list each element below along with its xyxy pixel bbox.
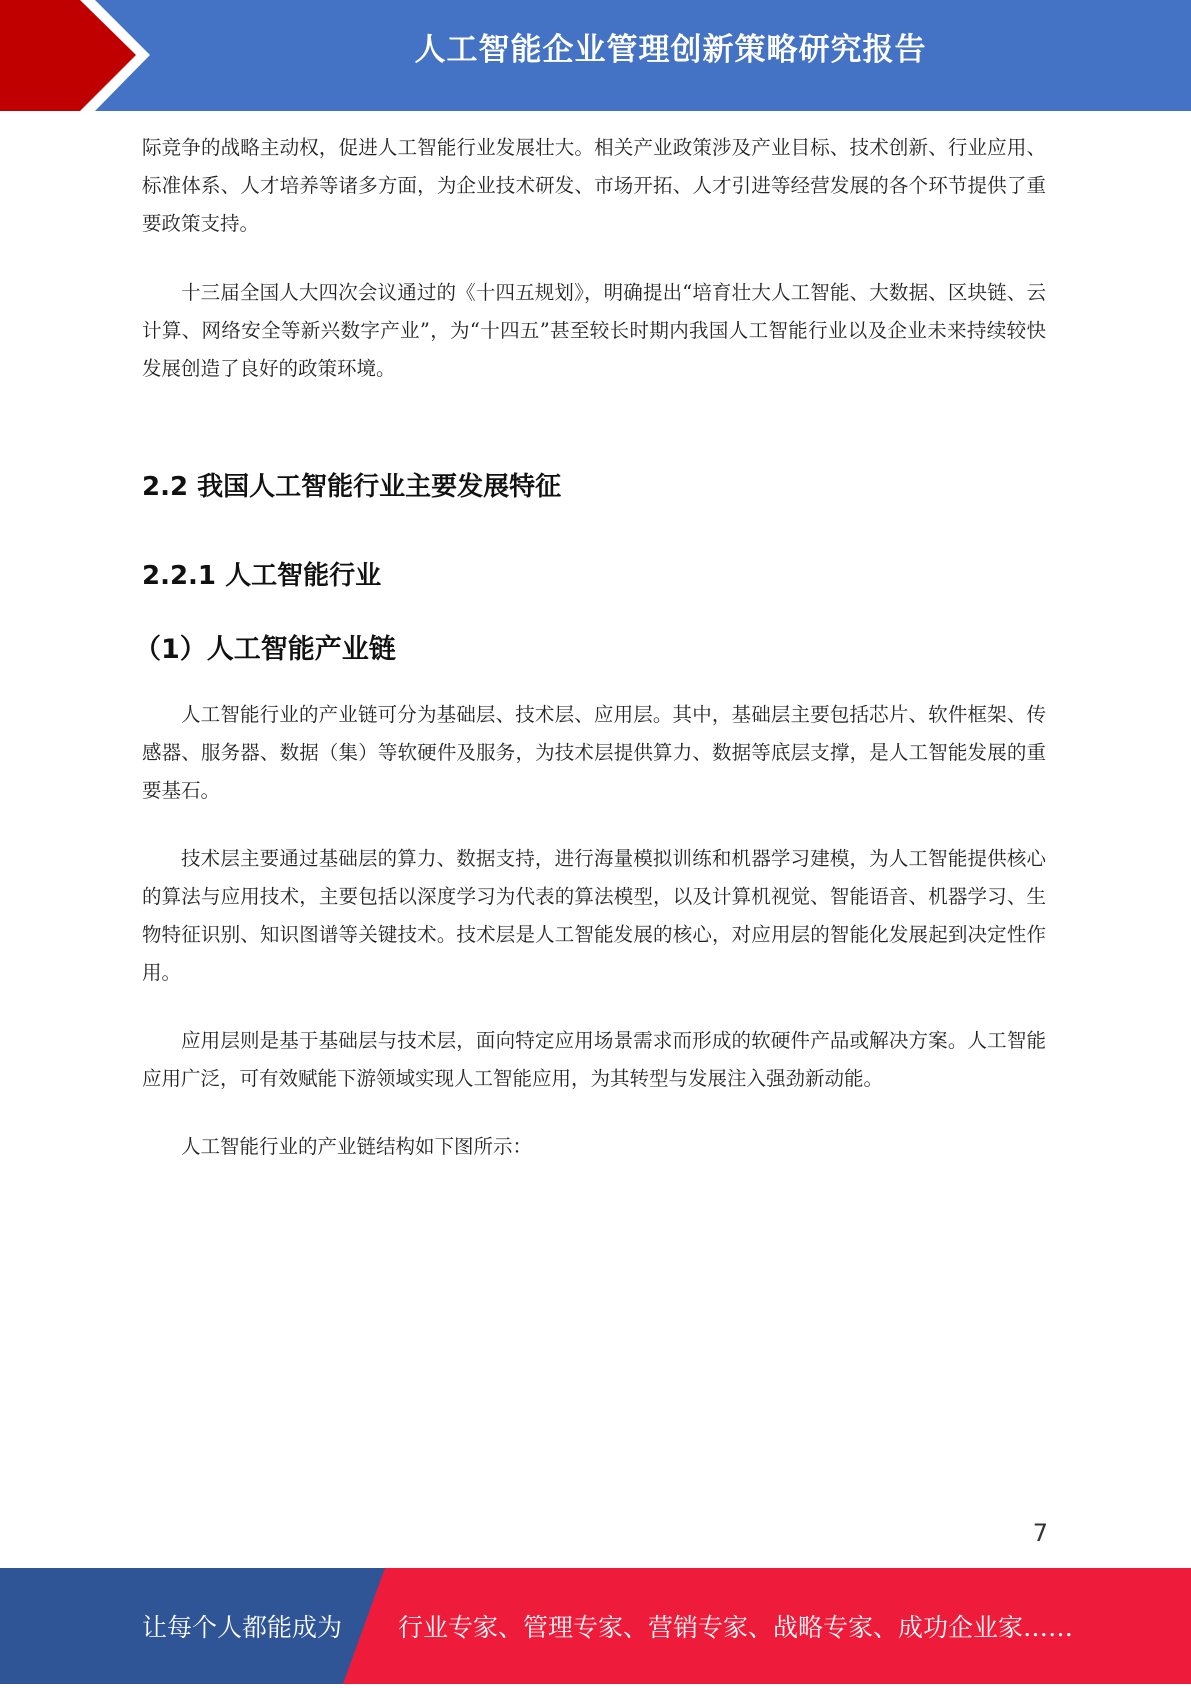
page-header [0,0,1191,111]
page-footer [0,1568,1191,1684]
paragraph-policy-2: 十三届全国人大四次会议通过的《十四五规划》，明确提出“培育壮大人工智能、大数据、区块链、云计算、网络安全等新兴数字产业”，为“十四五”甚至较长时期内我国人工智能行业以及企业未来持续较快发展创造了良好的政策环境。 [142,281,1046,380]
paragraph-industry-chain: 人工智能行业的产业链可分为基础层、技术层、应用层。其中，基础层主要包括芯片、软件框架、传感器、服务器、数据（集）等软硬件及服务，为技术层提供算力、数据等底层支撑，是人工智能发展的重要基石。 [142,703,1046,802]
document-title: 人工智能企业管理创新策略研究报告 [414,32,927,68]
subsection-heading: 2.2.1 人工智能行业 [142,561,382,591]
paragraph-tech-layer: 技术层主要通过基础层的算力、数据支持，进行海量模拟训练和机器学习建模，为人工智能提供核心的算法与应用技术，主要包括以深度学习为代表的算法模型，以及计算机视觉、智能语音、机器学习、生物特征识别、知识图谱等关键技术。技术层是人工智能发展的核心，对应用层的智能化发展起到决定性作用。 [142,847,1046,984]
paragraph-figure-intro: 人工智能行业的产业链结构如下图所示： [181,1135,533,1158]
page-number: 7 [1032,1519,1048,1547]
item-heading: （1）人工智能产业链 [134,634,396,665]
paragraph-application-layer: 应用层则是基于基础层与技术层，面向特定应用场景需求而形成的软硬件产品或解决方案。人工智能应用广泛，可有效赋能下游领域实现人工智能应用，为其转型与发展注入强劲新动能。 [142,1029,1046,1090]
page-content [134,129,1046,1166]
section-heading: 2.2 我国人工智能行业主要发展特征 [142,472,562,502]
footer-slogan-right: 行业专家、管理专家、营销专家、战略专家、成功企业家…… [398,1613,1074,1642]
footer-slogan-left: 让每个人都能成为 [142,1613,343,1642]
paragraph-policy-1: 际竞争的战略主动权，促进人工智能行业发展壮大。相关产业政策涉及产业目标、技术创新、行业应用、标准体系、人才培养等诸多方面，为企业技术研发、市场开拓、人才引进等经营发展的各个环节提供了重要政策支持。 [142,136,1046,235]
